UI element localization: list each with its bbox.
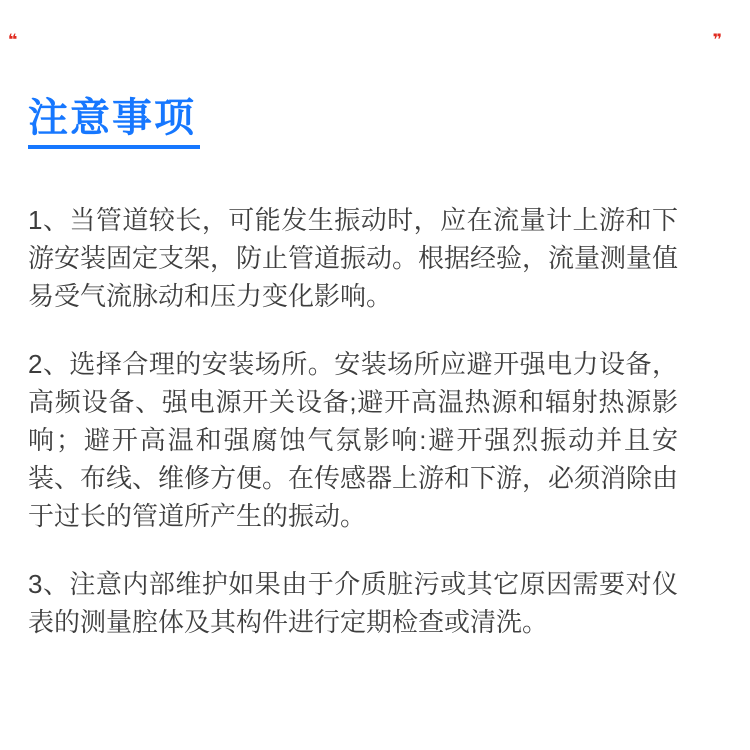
red-quote-ornament-left-icon: ❝ [8, 32, 18, 49]
title-underline-divider [28, 145, 200, 149]
notice-paragraph: 3、注意内部维护如果由于介质脏污或其它原因需要对仪表的测量腔体及其构件进行定期检查或清洗。 [28, 569, 678, 637]
notice-paragraph: 2、选择合理的安装场所。安装场所应避开强电力设备，高频设备、强电源开关设备;避开高温热源和辐射热源影响；避开高温和强腐蚀气氛影响:避开强烈振动并且安装、布线、维修方便。在传感器上游和下游，必须消除由于过长的管道所产生的振动。 [28, 349, 679, 531]
notice-paragraph-list [28, 201, 678, 641]
notice-paragraph: 1、当管道较长，可能发生振动时，应在流量计上游和下游安装固定支架，防止管道振动。根据经验，流量测量值易受气流脉动和压力变化影响。 [28, 205, 679, 311]
notice-content [28, 96, 678, 641]
page-title: 注意事项 [28, 96, 196, 140]
red-quote-ornament-right-icon: ❞ [712, 32, 722, 49]
